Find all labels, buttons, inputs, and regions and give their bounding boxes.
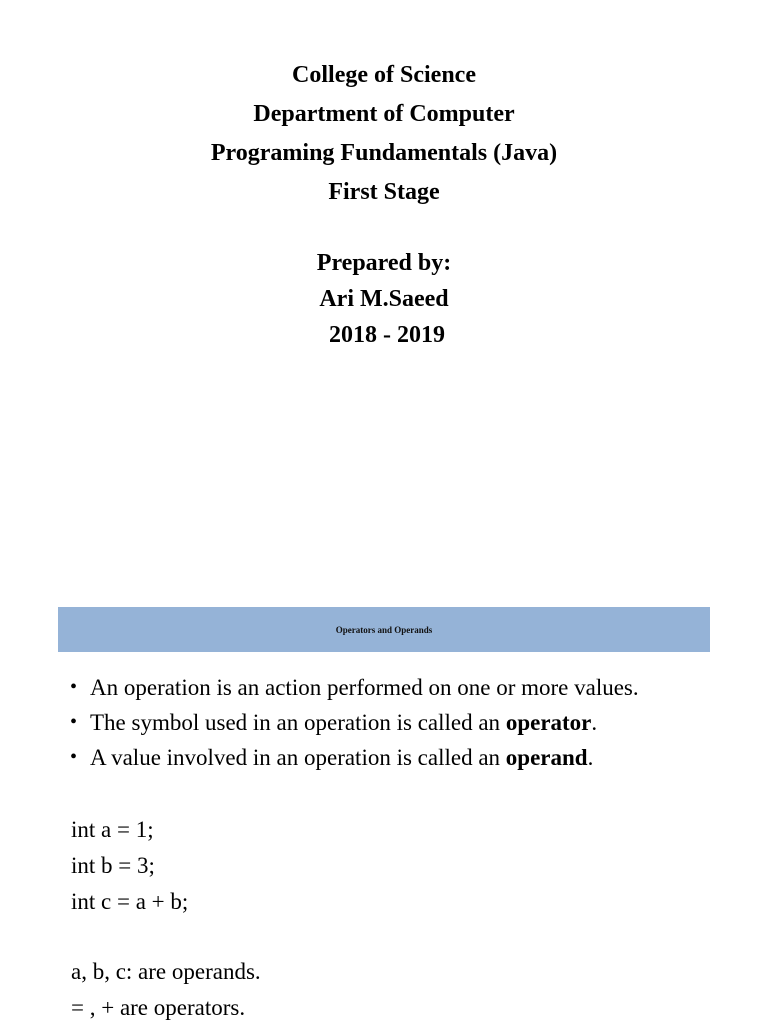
author-name: Ari M.Saeed — [319, 286, 449, 312]
bullet-text: The symbol used in an operation is called an — [90, 710, 506, 735]
stage-label: First Stage — [328, 179, 440, 205]
bullet-marker: • — [70, 711, 78, 733]
bullet-text: An operation is an action performed on one or more values. — [90, 675, 639, 700]
prepared-by-block — [0, 245, 768, 353]
cover-title-block — [0, 56, 768, 212]
department-name: Department of Computer — [253, 101, 515, 127]
bullet-item — [68, 705, 758, 740]
bullet-item — [68, 740, 758, 775]
academic-year: 2018 - 2019 — [323, 322, 445, 348]
bullet-bold-term: operand — [505, 745, 588, 770]
slide-header-bar — [58, 607, 710, 652]
slide-title: Operators and Operands — [335, 624, 433, 635]
bullet-text-end: . — [591, 710, 598, 735]
code-line: int a = 1; — [71, 817, 154, 842]
course-name: Programing Fundamentals (Java) — [210, 140, 558, 166]
prepared-by-label: Prepared by: — [316, 250, 452, 276]
note-line: = , + are operators. — [71, 995, 246, 1020]
bullet-marker: • — [70, 676, 78, 698]
explanation-notes — [71, 954, 261, 1026]
code-line: int c = a + b; — [71, 889, 189, 914]
bullet-list — [68, 670, 758, 775]
bullet-item — [68, 670, 758, 705]
college-name: College of Science — [292, 62, 476, 88]
code-line: int b = 3; — [71, 853, 155, 878]
note-line: a, b, c: are operands. — [71, 959, 261, 984]
code-example — [71, 812, 188, 920]
bullet-text: A value involved in an operation is called an — [90, 745, 506, 770]
bullet-bold-term: operator — [505, 710, 592, 735]
bullet-text-end: . — [587, 745, 594, 770]
bullet-marker: • — [70, 746, 78, 768]
